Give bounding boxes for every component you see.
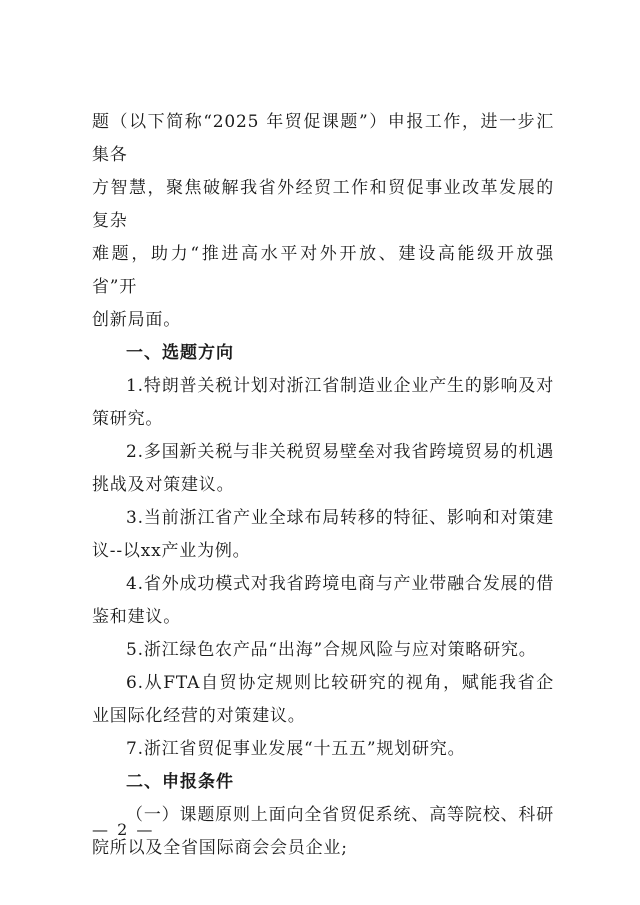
topic-item-5: 5.浙江绿色农产品“出海”合规风险与应对策略研究。 [126,640,537,660]
topic-item-7: 7.浙江省贸促事业发展“十五五”规划研究。 [126,739,466,759]
intro-line-2: 方智慧，聚焦破解我省外经贸工作和贸促事业改革发展的复杂 [92,178,554,231]
condition-item-1: （一）课题原则上面向全省贸促系统、高等院校、科研院所以及全省国际商会会员企业; [92,805,554,858]
intro-line-1: 题（以下简称“2025 年贸促课题”）申报工作，进一步汇集各 [92,112,554,165]
intro-line-3: 难题，助力“推进高水平对外开放、建设高能级开放强省”开 [92,244,554,297]
document-body [92,106,554,865]
intro-line-4: 创新局面。 [92,310,181,330]
section-heading-conditions: 二、申报条件 [126,772,234,792]
topic-item-1: 1.特朗普关税计划对浙江省制造业企业产生的影响及对策研究。 [92,376,554,429]
topic-item-6: 6.从FTA自贸协定规则比较研究的视角，赋能我省企业国际化经营的对策建议。 [92,673,554,726]
page-number: — 2 — [92,820,155,839]
topic-item-2: 2.多国新关税与非关税贸易壁垒对我省跨境贸易的机遇挑战及对策建议。 [92,442,554,495]
topic-item-4: 4.省外成功模式对我省跨境电商与产业带融合发展的借鉴和建议。 [92,574,554,627]
section-heading-topics: 一、选题方向 [126,343,234,363]
topic-item-3: 3.当前浙江省产业全球布局转移的特征、影响和对策建议--以xx产业为例。 [92,508,554,561]
